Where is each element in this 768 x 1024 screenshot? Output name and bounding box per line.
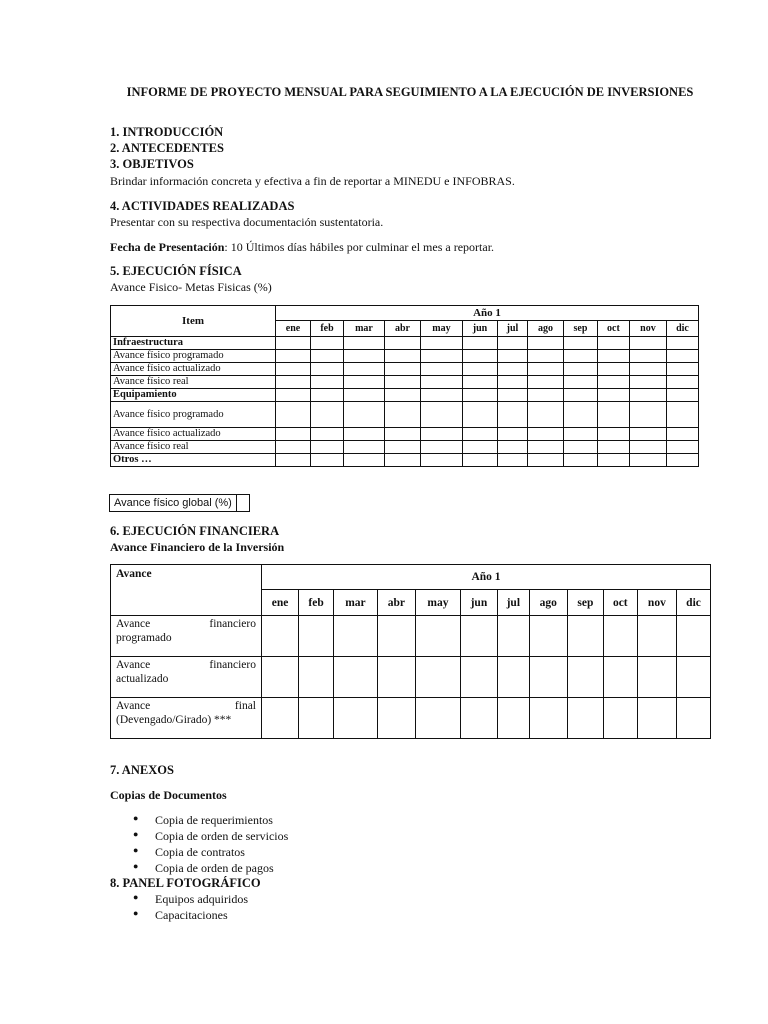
fin-month-header: dic (677, 590, 711, 616)
value-cell (563, 389, 597, 402)
value-cell (344, 441, 385, 454)
value-cell (462, 428, 497, 441)
value-cell (344, 376, 385, 389)
avance-header: Avance (111, 565, 262, 616)
value-cell (311, 337, 344, 350)
value-cell (666, 402, 698, 428)
value-cell (384, 454, 420, 467)
item-header: Item (111, 306, 276, 337)
value-cell (527, 389, 563, 402)
value-cell (629, 337, 666, 350)
value-cell (497, 363, 527, 376)
value-cell (344, 337, 385, 350)
month-header: abr (384, 321, 420, 337)
value-cell (420, 402, 462, 428)
bullet-icon: ● (133, 908, 139, 918)
value-cell (527, 428, 563, 441)
month-header: oct (597, 321, 629, 337)
table-row (111, 337, 699, 350)
value-cell (629, 389, 666, 402)
heading-actividades: 4. ACTIVIDADES REALIZADAS (110, 199, 295, 213)
fin-value-cell (460, 657, 497, 698)
fin-row-label-line2: actualizado (116, 673, 169, 685)
list-item-text: Capacitaciones (155, 908, 228, 922)
month-header: jun (462, 321, 497, 337)
value-cell (666, 350, 698, 363)
value-cell (527, 337, 563, 350)
anexos-list-item (133, 861, 274, 876)
value-cell (344, 402, 385, 428)
fin-row-label-line2: programado (116, 632, 172, 644)
value-cell (344, 454, 385, 467)
value-cell (597, 441, 629, 454)
value-cell (597, 337, 629, 350)
bullet-icon: ● (133, 813, 139, 823)
avance-global-value-cell (237, 495, 249, 511)
fin-value-cell (567, 657, 603, 698)
list-item-text: Equipos adquiridos (155, 892, 248, 906)
fin-value-cell (497, 698, 529, 739)
fin-value-cell (677, 657, 711, 698)
table-row (111, 389, 699, 402)
fin-row-label (111, 657, 262, 698)
table-row (111, 428, 699, 441)
value-cell (597, 363, 629, 376)
value-cell (462, 402, 497, 428)
anexos-list-item (133, 829, 289, 844)
value-cell (666, 337, 698, 350)
heading-ejecucion-financiera: 6. EJECUCIÓN FINANCIERA (110, 524, 280, 538)
list-item-text: Copia de orden de pagos (155, 861, 274, 875)
value-cell (420, 376, 462, 389)
value-cell (666, 363, 698, 376)
fin-value-cell (603, 657, 637, 698)
tabla-avance-financiero (110, 564, 711, 739)
value-cell (497, 337, 527, 350)
value-cell (344, 350, 385, 363)
value-cell (311, 363, 344, 376)
table-row (111, 350, 699, 363)
value-cell (420, 350, 462, 363)
value-cell (311, 350, 344, 363)
value-cell (420, 363, 462, 376)
list-item-text: Copia de orden de servicios (155, 829, 289, 843)
month-header: may (420, 321, 462, 337)
value-cell (629, 363, 666, 376)
fin-month-header: nov (637, 590, 676, 616)
fin-table-row (111, 657, 711, 698)
fin-value-cell (262, 616, 299, 657)
actividades-text: Presentar con su respectiva documentación sustentatoria. (110, 215, 384, 229)
value-cell (276, 441, 311, 454)
value-cell (563, 428, 597, 441)
fin-table-row (111, 616, 711, 657)
fin-month-header: abr (377, 590, 415, 616)
fin-row-label-line1 (116, 658, 256, 672)
value-cell (420, 389, 462, 402)
heading-ejecucion-fisica: 5. EJECUCIÓN FÍSICA (110, 264, 242, 278)
value-cell (344, 389, 385, 402)
fin-row-right: financiero (209, 618, 256, 630)
value-cell (344, 363, 385, 376)
value-cell (276, 428, 311, 441)
value-cell (527, 363, 563, 376)
value-cell (497, 402, 527, 428)
fin-month-header: jun (460, 590, 497, 616)
table-row (111, 402, 699, 428)
value-cell (462, 389, 497, 402)
value-cell (597, 350, 629, 363)
value-cell (384, 376, 420, 389)
value-cell (527, 350, 563, 363)
financiera-subtitle: Avance Financiero de la Inversión (110, 540, 285, 554)
value-cell (420, 454, 462, 467)
row-label: Avance físico real (111, 441, 276, 454)
value-cell (563, 350, 597, 363)
fin-month-header: sep (567, 590, 603, 616)
fin-month-header: feb (299, 590, 334, 616)
value-cell (563, 363, 597, 376)
heading-anexos: 7. ANEXOS (110, 763, 174, 777)
value-cell (384, 350, 420, 363)
value-cell (666, 389, 698, 402)
table-row (111, 363, 699, 376)
month-header: feb (311, 321, 344, 337)
month-header: ago (527, 321, 563, 337)
value-cell (276, 402, 311, 428)
bullet-icon: ● (133, 829, 139, 839)
row-label: Equipamiento (111, 389, 276, 402)
month-header: ene (276, 321, 311, 337)
table-row (111, 454, 699, 467)
anexos-subtitle: Copias de Documentos (110, 788, 227, 802)
avance-global-box (109, 494, 250, 512)
fin-value-cell (416, 657, 461, 698)
fisica-subtitle: Avance Fisico- Metas Fisicas (%) (110, 280, 272, 294)
fin-value-cell (497, 616, 529, 657)
fin-month-header: ago (529, 590, 567, 616)
fin-month-header: may (416, 590, 461, 616)
value-cell (666, 454, 698, 467)
fin-row-label-line1 (116, 699, 256, 713)
fin-value-cell (377, 657, 415, 698)
month-header: jul (497, 321, 527, 337)
year-header: Año 1 (276, 306, 699, 321)
value-cell (384, 402, 420, 428)
fin-value-cell (460, 616, 497, 657)
value-cell (527, 441, 563, 454)
fecha-text: : 10 Últimos días hábiles por culminar el mes a reportar. (224, 240, 495, 254)
value-cell (629, 428, 666, 441)
heading-objetivos: 3. OBJETIVOS (110, 157, 194, 171)
fin-month-header: oct (603, 590, 637, 616)
value-cell (311, 428, 344, 441)
fecha-label: Fecha de Presentación (110, 240, 225, 254)
tabla-avance-fisico (110, 305, 699, 467)
fin-value-cell (529, 698, 567, 739)
bullet-icon: ● (133, 892, 139, 902)
value-cell (462, 441, 497, 454)
panel-list-item (133, 892, 248, 907)
value-cell (629, 376, 666, 389)
bullet-icon: ● (133, 845, 139, 855)
value-cell (527, 402, 563, 428)
anexos-list-item (133, 845, 245, 860)
heading-antecedentes: 2. ANTECEDENTES (110, 141, 224, 155)
value-cell (563, 337, 597, 350)
value-cell (629, 350, 666, 363)
fin-value-cell (416, 616, 461, 657)
fin-value-cell (377, 698, 415, 739)
fin-value-cell (299, 657, 334, 698)
value-cell (497, 376, 527, 389)
fin-value-cell (334, 698, 378, 739)
list-item-text: Copia de contratos (155, 845, 245, 859)
value-cell (276, 363, 311, 376)
value-cell (384, 389, 420, 402)
fin-value-cell (677, 698, 711, 739)
fin-value-cell (334, 657, 378, 698)
value-cell (462, 376, 497, 389)
fin-row-label (111, 698, 262, 739)
fin-table-row (111, 698, 711, 739)
value-cell (276, 389, 311, 402)
fin-year-header: Año 1 (262, 565, 711, 590)
value-cell (420, 337, 462, 350)
value-cell (276, 376, 311, 389)
report-title: INFORME DE PROYECTO MENSUAL PARA SEGUIMIENTO A LA EJECUCIÓN DE INVERSIONES (126, 85, 694, 99)
fin-value-cell (567, 698, 603, 739)
value-cell (311, 454, 344, 467)
value-cell (276, 350, 311, 363)
value-cell (497, 441, 527, 454)
value-cell (311, 389, 344, 402)
value-cell (597, 402, 629, 428)
value-cell (462, 337, 497, 350)
value-cell (563, 454, 597, 467)
fin-value-cell (529, 616, 567, 657)
fin-value-cell (603, 616, 637, 657)
row-label: Avance físico actualizado (111, 428, 276, 441)
table-row (111, 441, 699, 454)
fin-row-left: Avance (116, 659, 151, 671)
value-cell (311, 402, 344, 428)
avance-global-label: Avance físico global (%) (110, 495, 237, 511)
heading-panel-fotografico: 8. PANEL FOTOGRÁFICO (110, 876, 261, 890)
value-cell (629, 402, 666, 428)
row-label: Avance físico programado (111, 350, 276, 363)
value-cell (462, 454, 497, 467)
value-cell (384, 428, 420, 441)
month-header: nov (629, 321, 666, 337)
fin-month-header: ene (262, 590, 299, 616)
fin-value-cell (416, 698, 461, 739)
fin-value-cell (299, 698, 334, 739)
fin-row-right: final (234, 700, 256, 712)
value-cell (527, 376, 563, 389)
fin-value-cell (567, 616, 603, 657)
value-cell (666, 376, 698, 389)
fin-value-cell (637, 616, 676, 657)
value-cell (462, 363, 497, 376)
value-cell (563, 441, 597, 454)
fin-value-cell (299, 616, 334, 657)
value-cell (597, 389, 629, 402)
list-item-text: Copia de requerimientos (155, 813, 273, 827)
value-cell (563, 402, 597, 428)
value-cell (344, 428, 385, 441)
row-label: Avance físico actualizado (111, 363, 276, 376)
value-cell (384, 337, 420, 350)
value-cell (629, 441, 666, 454)
value-cell (497, 350, 527, 363)
anexos-list-item (133, 813, 273, 828)
value-cell (563, 376, 597, 389)
fin-value-cell (677, 616, 711, 657)
fin-value-cell (529, 657, 567, 698)
value-cell (527, 454, 563, 467)
fin-value-cell (460, 698, 497, 739)
value-cell (597, 454, 629, 467)
objetivos-text: Brindar información concreta y efectiva a fin de reportar a MINEDU e INFOBRAS. (110, 174, 515, 188)
value-cell (420, 441, 462, 454)
bullet-icon: ● (133, 861, 139, 871)
fin-month-header: jul (497, 590, 529, 616)
row-label: Avance físico real (111, 376, 276, 389)
value-cell (666, 441, 698, 454)
fin-value-cell (262, 698, 299, 739)
fin-month-header: mar (334, 590, 378, 616)
value-cell (497, 454, 527, 467)
row-label: Avance físico programado (111, 402, 276, 428)
fin-row-label-line2: (Devengado/Girado) *** (116, 714, 232, 726)
value-cell (666, 428, 698, 441)
table-row (111, 376, 699, 389)
value-cell (311, 441, 344, 454)
fin-row-label-line1 (116, 617, 256, 631)
value-cell (384, 441, 420, 454)
fin-value-cell (334, 616, 378, 657)
value-cell (462, 350, 497, 363)
fin-value-cell (262, 657, 299, 698)
fin-row-left: Avance (116, 700, 151, 712)
value-cell (497, 428, 527, 441)
panel-list-item (133, 908, 228, 923)
heading-introduccion: 1. INTRODUCCIÓN (110, 125, 224, 139)
fecha-presentacion (110, 240, 494, 255)
fin-row-label (111, 616, 262, 657)
value-cell (384, 363, 420, 376)
row-label: Otros … (111, 454, 276, 467)
fin-row-left: Avance (116, 618, 151, 630)
fin-value-cell (377, 616, 415, 657)
month-header: sep (563, 321, 597, 337)
value-cell (629, 454, 666, 467)
value-cell (597, 428, 629, 441)
month-header: mar (344, 321, 385, 337)
fin-value-cell (637, 698, 676, 739)
value-cell (311, 376, 344, 389)
value-cell (276, 454, 311, 467)
fin-value-cell (637, 657, 676, 698)
fin-row-right: financiero (209, 659, 256, 671)
row-label: Infraestructura (111, 337, 276, 350)
value-cell (597, 376, 629, 389)
value-cell (276, 337, 311, 350)
fin-value-cell (603, 698, 637, 739)
value-cell (420, 428, 462, 441)
fin-value-cell (497, 657, 529, 698)
value-cell (497, 389, 527, 402)
month-header: dic (666, 321, 698, 337)
